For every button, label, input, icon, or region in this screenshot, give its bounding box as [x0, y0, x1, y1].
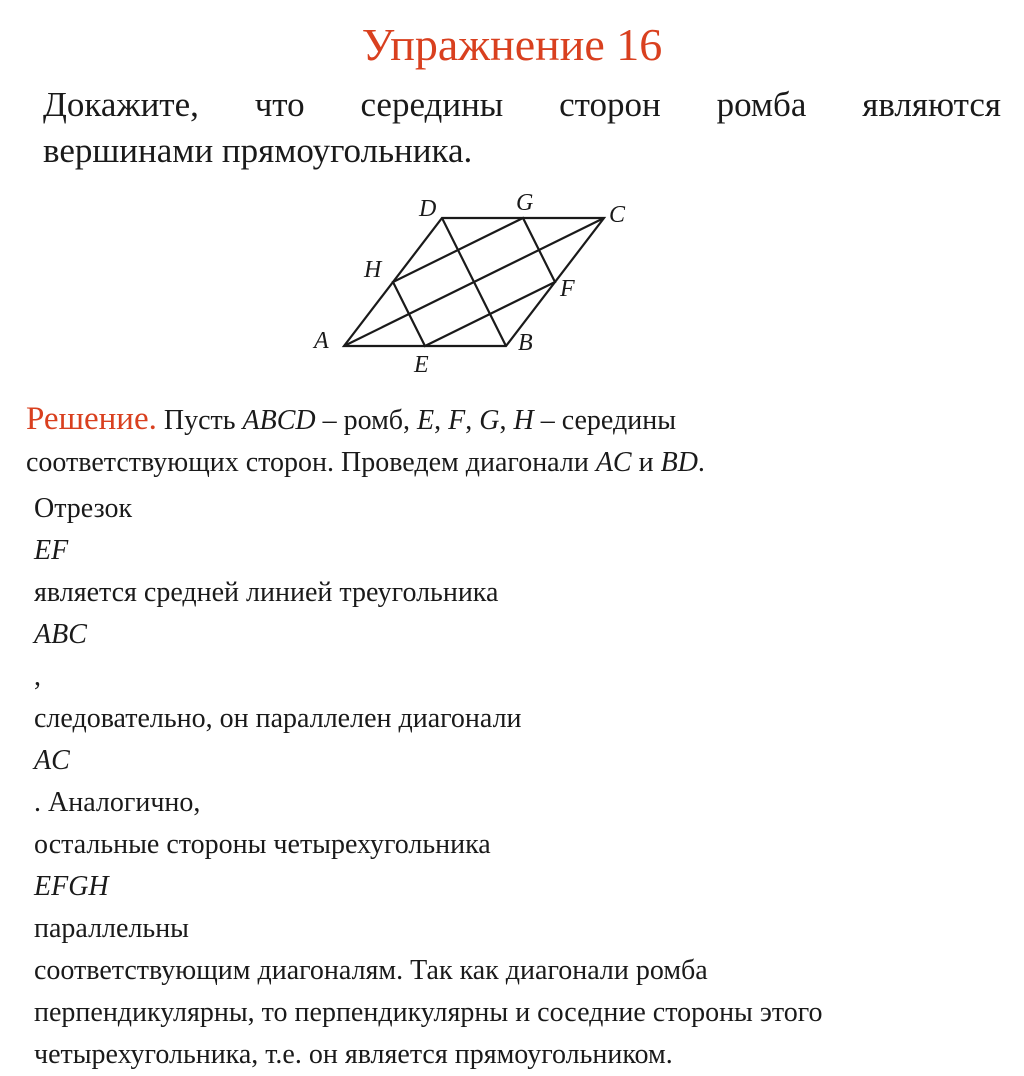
solution-line-1-run: Пусть [156, 405, 243, 436]
task-line-1: Докажите, что середины сторон ромба являются [43, 85, 1001, 124]
proof-line [34, 1034, 1009, 1076]
proof-line [34, 992, 1009, 1034]
solution-line-1-run: ABCD [242, 405, 316, 436]
solution-proof [34, 488, 1009, 1076]
proof-line-run: четырехугольника, т.е. он является прямоугольником. [34, 1039, 673, 1070]
solution-line-2-run: AC [595, 447, 632, 478]
solution-line-1-run: H [513, 405, 534, 436]
proof-line-run: ABC [34, 619, 87, 650]
label-h: H [364, 257, 382, 283]
solution-line-1-run: F [448, 405, 466, 436]
proof-line-run: Отрезок [34, 493, 133, 524]
proof-line-run: перпендикулярны, то перпендикулярны и соседние стороны этого [34, 997, 823, 1028]
proof-line-run: . Аналогично, [34, 787, 201, 818]
label-d: D [419, 196, 437, 222]
solution-intro [26, 398, 926, 484]
proof-line-run: EFGH [34, 871, 109, 902]
proof-line-run: , [34, 661, 41, 692]
solution-line-2 [26, 442, 926, 484]
label-e: E [414, 352, 429, 376]
proof-line-run: следовательно, он параллелен диагонали [34, 703, 522, 734]
label-a: A [314, 328, 329, 354]
slide-title: Упражнение 16 [361, 19, 663, 70]
rhombus-figure [300, 186, 660, 381]
solution-line-1-run: – ромб, [315, 405, 418, 436]
solution-line-1-run: , [465, 405, 480, 436]
label-c: C [609, 202, 626, 228]
solution-heading: Решение. [26, 401, 157, 437]
solution-line-1-run: E [417, 405, 435, 436]
label-g: G [516, 190, 534, 216]
proof-line [34, 488, 1009, 698]
proof-line-run: соответствующим диагоналям. Так как диагонали ромба [34, 955, 708, 986]
diagonal-bd [442, 218, 506, 346]
label-b: B [518, 330, 533, 356]
solution-line-1-run: , [499, 405, 514, 436]
solution-line-1-run: – середины [533, 405, 677, 436]
solution-line-2-run: BD [660, 447, 698, 478]
solution-line-1-run: G [479, 405, 500, 436]
proof-line-run: AC [34, 745, 70, 776]
solution-line-1 [26, 398, 926, 442]
proof-line-run: EF [34, 535, 69, 566]
proof-line [34, 698, 1009, 824]
solution-line-2-run: и [631, 447, 661, 478]
solution-line-2-run: соответствующих сторон. Проведем диагонали [26, 447, 596, 478]
proof-line-run: остальные стороны четырехугольника [34, 829, 491, 860]
solution-line-2-run: . [697, 447, 705, 478]
solution-line-1-run: , [434, 405, 449, 436]
task-statement [43, 82, 1001, 174]
label-f: F [560, 276, 575, 302]
proof-line-run: параллельны [34, 913, 189, 944]
proof-line [34, 950, 1009, 992]
rhombus-diagram [300, 186, 660, 376]
proof-line-run: является средней линией треугольника [34, 577, 499, 608]
task-line-2: вершинами прямоугольника. [43, 131, 473, 170]
proof-line [34, 824, 1009, 950]
